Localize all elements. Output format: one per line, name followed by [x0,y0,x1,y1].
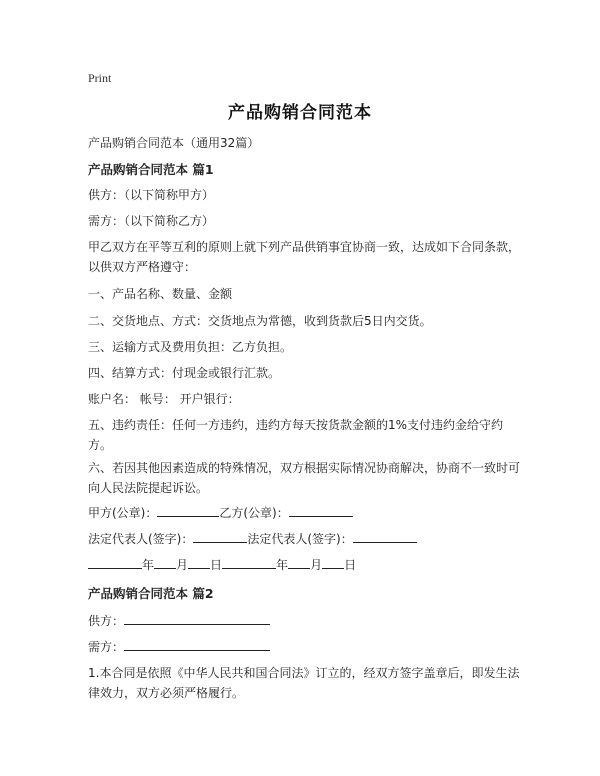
party-a-seal-blank [157,504,219,517]
day-b-label: 日 [344,558,357,572]
supplier-label-2: 供方： [88,614,125,628]
supplier-blank-2 [124,612,270,625]
buyer-blank-2 [124,638,270,651]
day-a-label: 日 [210,558,223,572]
supplier-line: 供方：（以下简称甲方） [88,188,215,202]
day-a-blank [188,556,210,569]
rep-b-blank [353,530,417,543]
party-a-seal-label: 甲方(公章)： [88,506,158,520]
intro-paragraph: 甲乙双方在平等互利的原则上就下列产品供销事宜协商一致，达成如下合同条款，以供双方严格遵守： [88,240,521,274]
date-line [88,555,528,575]
party-b-seal-label: 乙方(公章)： [219,506,289,520]
year-a-label: 年 [142,558,155,572]
clause-1: 一、产品名称、数量、金额 [88,287,233,301]
clause-2: 二、交货地点、方式：交货地点为常德，收到货款后5日内交货。 [88,314,432,328]
party-b-seal-blank [289,504,353,517]
account-line: 账户名： 帐号： 开户银行： [88,392,240,406]
year-b-blank [222,556,276,569]
year-b-label: 年 [276,558,289,572]
clause-6: 六、若因其他因素造成的特殊情况，双方根据实际情况协商解决，协商不一致时可向人民法院提起诉讼。 [88,461,521,495]
month-a-label: 月 [176,558,189,572]
year-a-blank [88,556,142,569]
signature-line-representatives [88,529,528,549]
clause-4: 四、结算方式：付现金或银行汇款。 [88,366,281,380]
document-subtitle: 产品购销合同范本（通用32篇） [88,136,260,150]
print-label: Print [88,71,112,85]
signature-line-parties [88,503,528,523]
document-title: 产品购销合同范本 [228,103,372,123]
buyer-label-2: 需方： [88,640,125,654]
month-a-blank [154,556,176,569]
buyer-line-2 [88,637,528,657]
rep-a-blank [193,530,247,543]
buyer-line: 需方：（以下简称乙方） [88,214,215,228]
supplier-line-2 [88,611,528,631]
month-b-label: 月 [310,558,323,572]
section-heading-1: 产品购销合同范本 篇1 [88,162,214,177]
clause-5: 五、违约责任：任何一方违约，违约方每天按货款金额的1%支付违约金给守约方。 [88,418,504,452]
day-b-blank [322,556,344,569]
month-b-blank [288,556,310,569]
rep-a-label: 法定代表人(签字)： [88,532,194,546]
clause-3: 三、运输方式及费用负担：乙方负担。 [88,340,293,354]
section-heading-2: 产品购销合同范本 篇2 [88,586,214,601]
rep-b-label: 法定代表人(签字)： [247,532,353,546]
section2-clause-1: 1.本合同是依照《中华人民共和国合同法》订立的，经双方签字盖章后，即发生法律效力，双方必须严格履行。 [88,666,520,700]
